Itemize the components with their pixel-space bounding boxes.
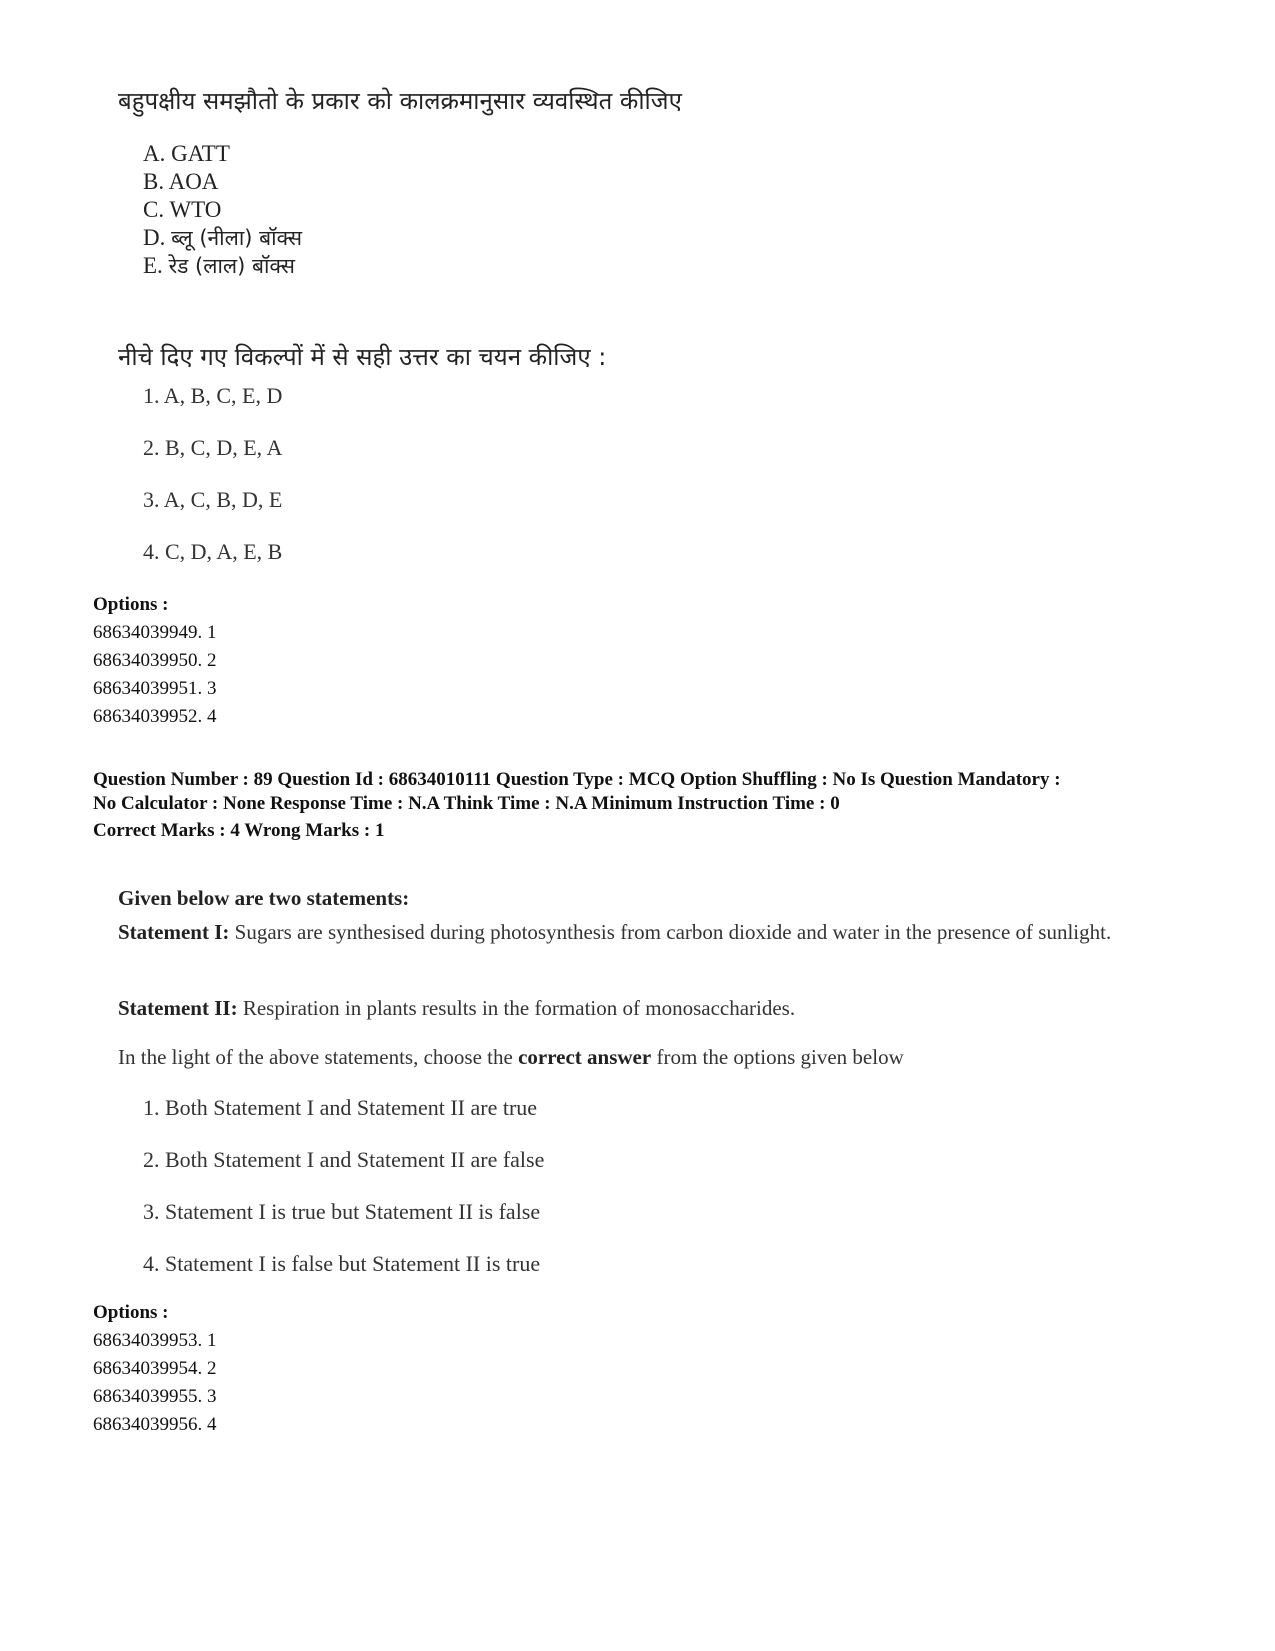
q89-choice-3: 3. Statement I is true but Statement II is false [143, 1199, 541, 1224]
statement-1-label: Statement I: [118, 920, 230, 944]
q88-option-2: 68634039950. 2 [93, 650, 217, 671]
q88-item-b: B. AOA [143, 169, 219, 194]
q88-option-4: 68634039952. 4 [93, 706, 217, 727]
q89-choice-2: 2. Both Statement I and Statement II are false [143, 1147, 545, 1172]
q88-item-list [143, 140, 302, 280]
q88-choice-2: 2. B, C, D, E, A [143, 435, 283, 460]
q89-option-4: 68634039956. 4 [93, 1414, 217, 1435]
q89-meta-line-1: Question Number : 89 Question Id : 68634010111 Question Type : MCQ Option Shuffling : No Is Question Mandatory : [93, 769, 1061, 790]
q88-item-d: D. ब्लू (नीला) बॉक्स [143, 225, 303, 250]
statement-1-text: Sugars are synthesised during photosynthesis from carbon dioxide and water in the presence of sunlight. [229, 920, 1112, 944]
q88-choice-1: 1. A, B, C, E, D [143, 383, 283, 408]
q88-item-e: E. रेड (लाल) बॉक्स [143, 253, 295, 278]
q88-choose-prompt: नीचे दिए गए विकल्पों में से सही उत्तर का चयन कीजिए : [118, 343, 607, 371]
q89-instruction: In the light of the above statements, choose the correct answer from the options given below [118, 1045, 904, 1069]
q89-option-3: 68634039955. 3 [93, 1386, 217, 1407]
q88-options-label: Options : [93, 594, 169, 615]
q88-choice-3: 3. A, C, B, D, E [143, 487, 283, 512]
q88-item-a: A. GATT [143, 141, 230, 166]
q89-meta-line-2: No Calculator : None Response Time : N.A Think Time : N.A Minimum Instruction Time : 0 [93, 793, 840, 814]
q89-option-2: 68634039954. 2 [93, 1358, 217, 1379]
q89-option-1: 68634039953. 1 [93, 1330, 217, 1351]
q89-statement-1 [118, 918, 1158, 946]
q89-choice-4: 4. Statement I is false but Statement II is true [143, 1251, 541, 1276]
q89-statement-2 [118, 994, 1158, 1022]
q89-marks: Correct Marks : 4 Wrong Marks : 1 [93, 820, 385, 841]
q88-option-1: 68634039949. 1 [93, 622, 217, 643]
q88-prompt: बहुपक्षीय समझौतो के प्रकार को कालक्रमानुसार व्यवस्थित कीजिए [118, 87, 682, 115]
statement-2-text: Respiration in plants results in the formation of monosaccharides. [237, 996, 796, 1020]
q88-choice-4: 4. C, D, A, E, B [143, 539, 283, 564]
q89-choice-1: 1. Both Statement I and Statement II are true [143, 1095, 538, 1120]
q88-option-3: 68634039951. 3 [93, 678, 217, 699]
q89-options-label: Options : [93, 1302, 169, 1323]
statement-2-label: Statement II: [118, 996, 238, 1020]
q88-item-c: C. WTO [143, 197, 222, 222]
q89-title: Given below are two statements: [118, 886, 410, 910]
